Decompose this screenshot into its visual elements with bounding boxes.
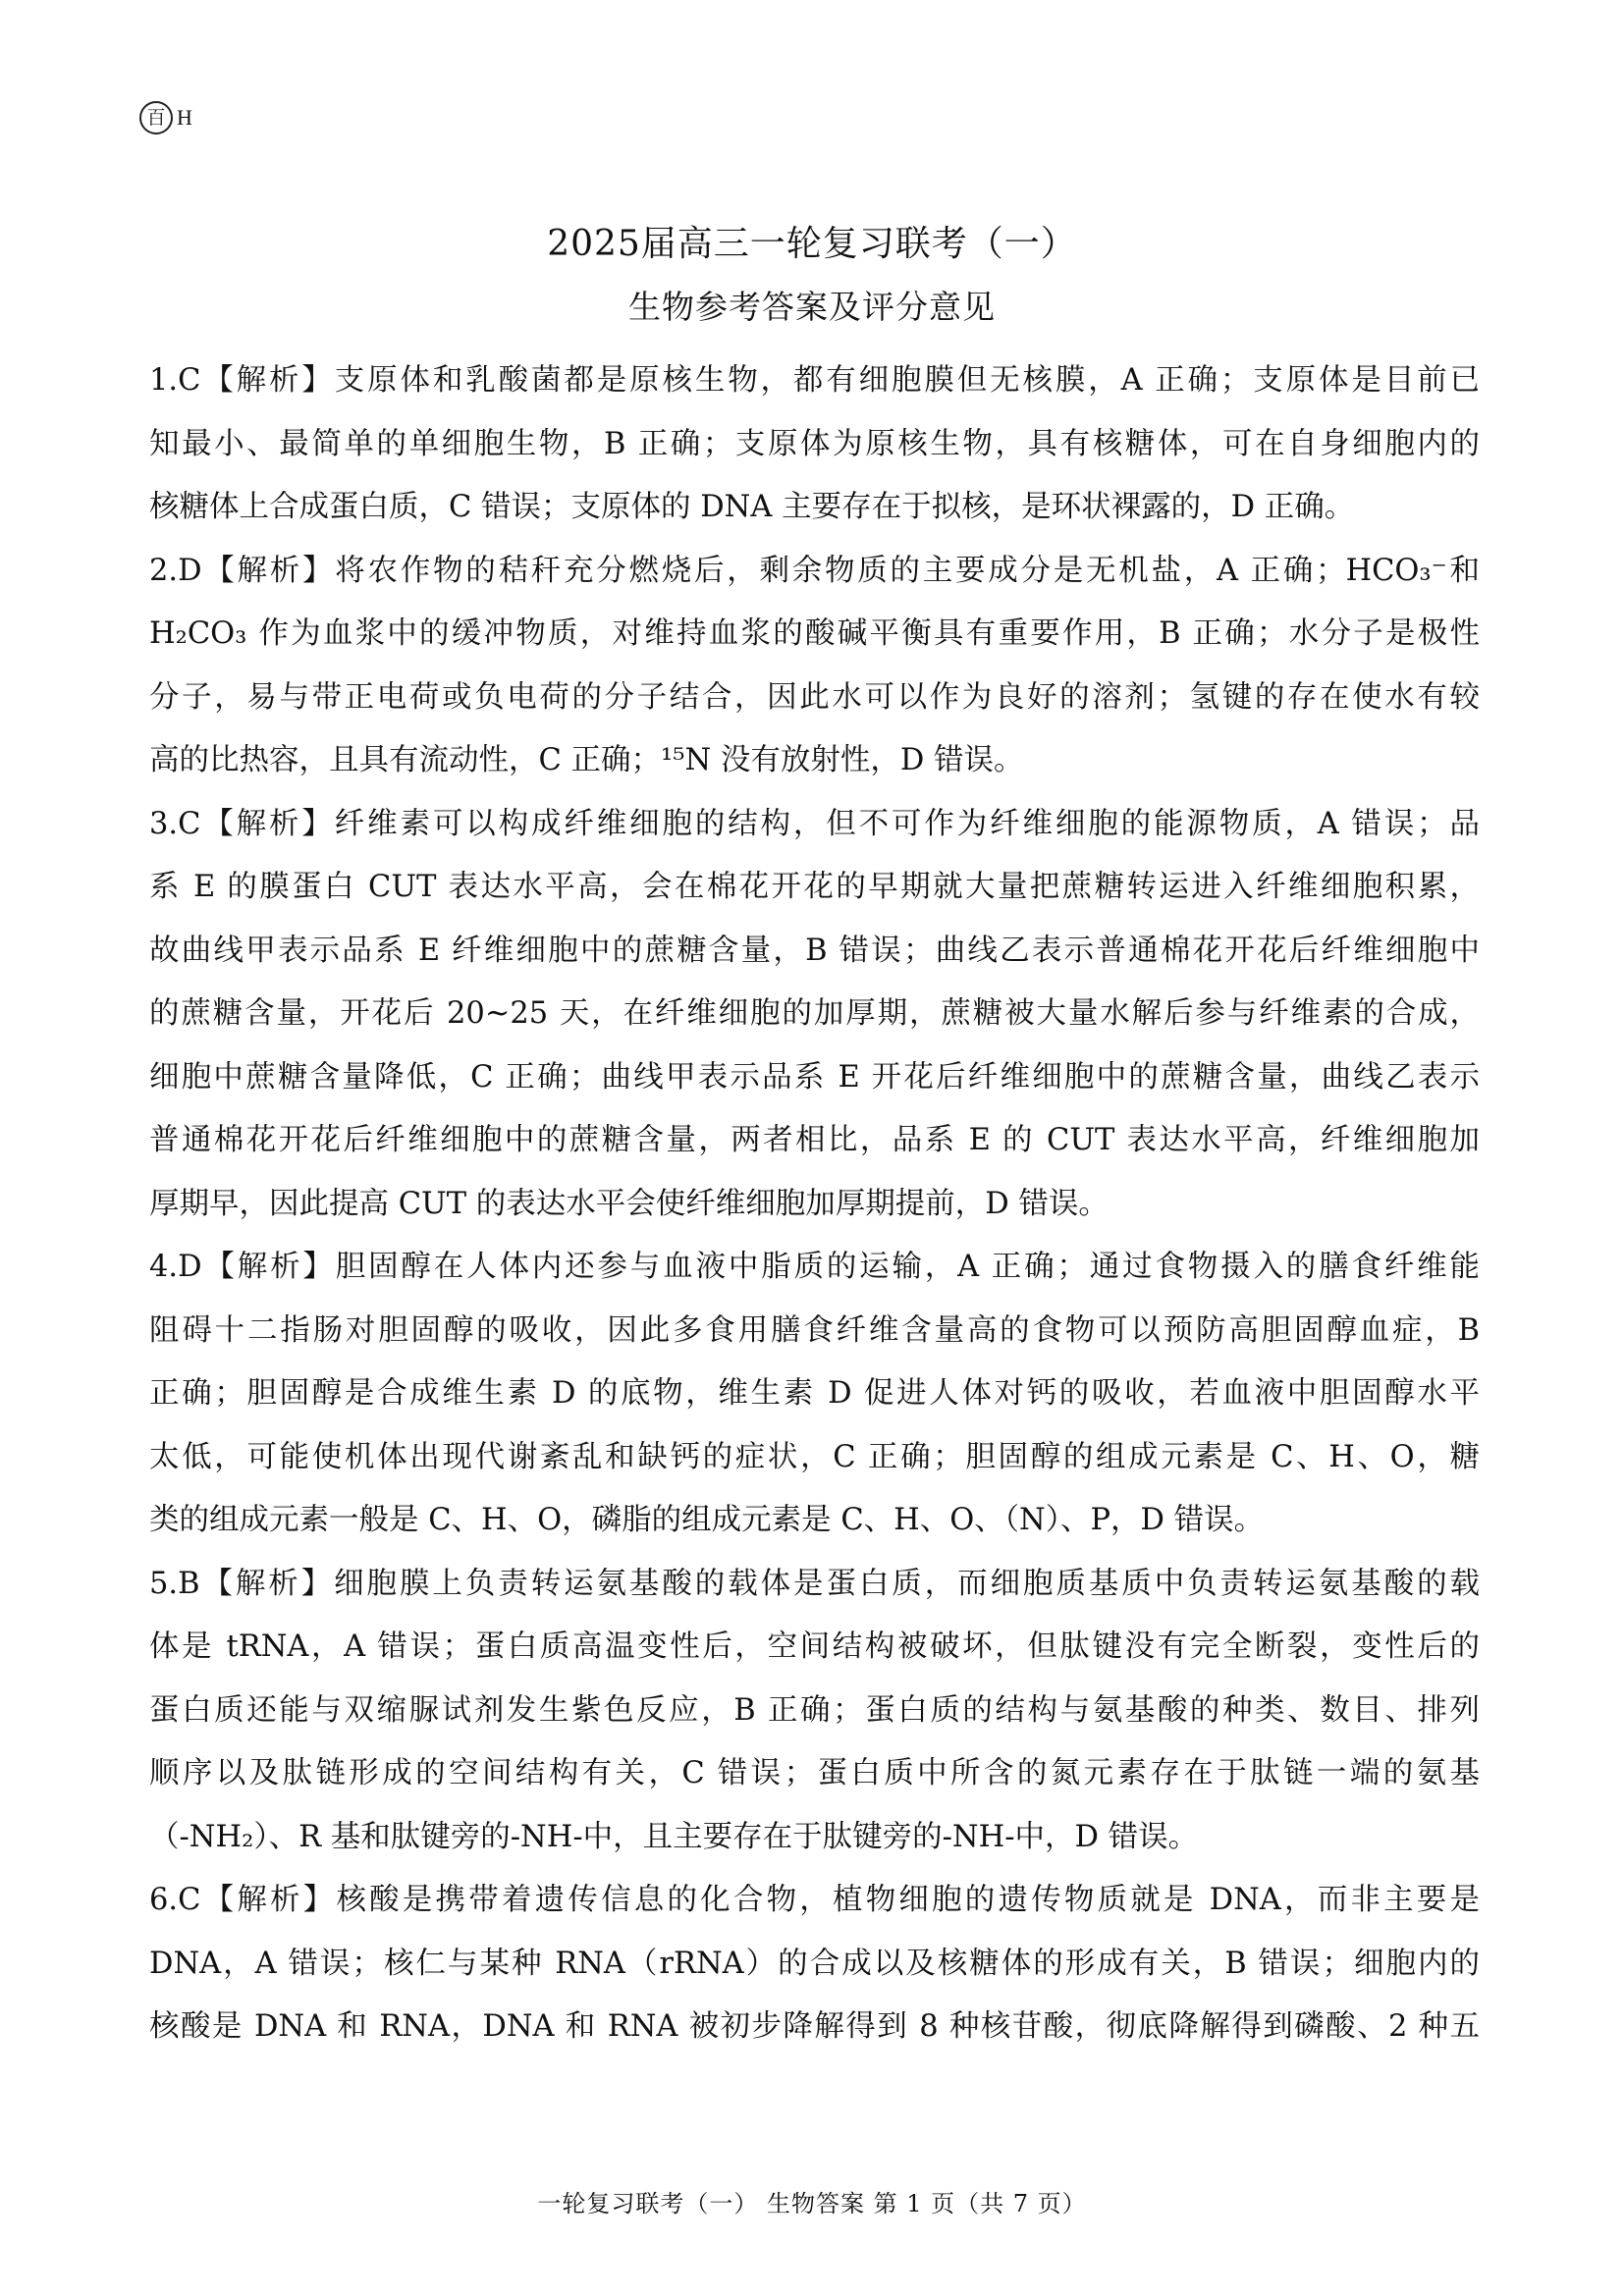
answer-line: 1.C【解析】支原体和乳酸菌都是原核生物，都有细胞膜但无核膜，A 正确；支原体是目前已 [149, 363, 1480, 398]
logo-circle-icon [139, 101, 173, 134]
answer-item-3 [149, 793, 1480, 1237]
answer-line: 细胞中蔗糖含量降低，C 正确；曲线甲表示品系 E 开花后纤维细胞中的蔗糖含量，曲线乙表示 [149, 1059, 1480, 1095]
answer-line: 故曲线甲表示品系 E 纤维细胞中的蔗糖含量，B 错误；曲线乙表示普通棉花开花后纤维细胞中 [149, 933, 1480, 968]
page-subtitle: 生物参考答案及评分意见 [628, 288, 996, 326]
answer-line: 4.D【解析】胆固醇在人体内还参与血液中脂质的运输，A 正确；通过食物摄入的膳食纤维能 [149, 1250, 1480, 1284]
page-footer: 一轮复习联考（一） 生物答案 第 1 页（共 7 页） [537, 2190, 1087, 2217]
answer-line: 类的组成元素一般是 C、H、O，磷脂的组成元素是 C、H、O、（N）、P，D 错误。 [149, 1503, 1265, 1537]
answer-item-6 [149, 1869, 1480, 2059]
answer-line: 核糖体上合成蛋白质，C 错误；支原体的 DNA 主要存在于拟核，是环状裸露的，D 正确。 [149, 490, 1355, 524]
answer-item-5 [149, 1553, 1480, 1870]
answer-line: 系 E 的膜蛋白 CUT 表达水平高，会在棉花开花的早期就大量把蔗糖转运进入纤维细胞积累， [149, 870, 1480, 904]
answer-line: 分子，易与带正电荷或负电荷的分子结合，因此水可以作为良好的溶剂；氢键的存在使水有较 [149, 679, 1480, 715]
answer-line: 2.D【解析】将农作物的秸秆充分燃烧后，剩余物质的主要成分是无机盐，A 正确；HCO₃⁻和 [149, 553, 1480, 588]
answer-line: 知最小、最简单的单细胞生物，B 正确；支原体为原核生物，具有核糖体，可在自身细胞内的 [149, 426, 1480, 461]
answer-line: （-NH₂）、R 基和肽键旁的-NH-中，且主要存在于肽键旁的-NH-中，D 错误。 [149, 1819, 1199, 1854]
answer-line: 体是 tRNA，A 错误；蛋白质高温变性后，空间结构被破坏，但肽键没有完全断裂，变性后的 [149, 1629, 1480, 1664]
answer-line: 的蔗糖含量，开花后 20~25 天，在纤维细胞的加厚期，蔗糖被大量水解后参与纤维素的合成， [149, 996, 1480, 1031]
answer-line: DNA，A 错误；核仁与某种 RNA（rRNA）的合成以及核糖体的形成有关，B 错误；细胞内的 [149, 1946, 1480, 1981]
answer-item-1 [149, 349, 1480, 540]
answer-line: 正确；胆固醇是合成维生素 D 的底物，维生素 D 促进人体对钙的吸收，若血液中胆固醇水平 [149, 1376, 1480, 1411]
logo-letter: H [177, 105, 192, 130]
logo-char: 百 [146, 106, 166, 129]
header-logo [139, 101, 192, 134]
answer-list [149, 349, 1480, 2059]
answer-line: 3.C【解析】纤维素可以构成纤维细胞的结构，但不可作为纤维细胞的能源物质，A 错误；品 [149, 806, 1480, 841]
answer-line: 核酸是 DNA 和 RNA，DNA 和 RNA 被初步降解得到 8 种核苷酸，彻底降解得到磷酸、2 种五 [149, 2009, 1480, 2044]
answer-line: 5.B【解析】细胞膜上负责转运氨基酸的载体是蛋白质，而细胞质基质中负责转运氨基酸的载 [149, 1566, 1480, 1601]
answer-line: 普通棉花开花后纤维细胞中的蔗糖含量，两者相比，品系 E 的 CUT 表达水平高，纤维细胞加 [149, 1123, 1480, 1157]
answer-line: 太低，可能使机体出现代谢紊乱和缺钙的症状，C 正确；胆固醇的组成元素是 C、H、O，糖 [149, 1439, 1480, 1474]
answer-line: 6.C【解析】核酸是携带着遗传信息的化合物，植物细胞的遗传物质就是 DNA，而非主要是 [149, 1883, 1480, 1917]
answer-line: 高的比热容，且具有流动性，C 正确；¹⁵N 没有放射性，D 错误。 [149, 743, 1024, 777]
answer-line: 蛋白质还能与双缩脲试剂发生紫色反应，B 正确；蛋白质的结构与氨基酸的种类、数目、排列 [149, 1692, 1480, 1728]
answer-item-2 [149, 540, 1480, 793]
answer-line: 厚期早，因此提高 CUT 的表达水平会使纤维细胞加厚期提前，D 错误。 [149, 1186, 1109, 1221]
answer-line: 顺序以及肽链形成的空间结构有关，C 错误；蛋白质中所含的氮元素存在于肽链一端的氨基 [149, 1756, 1480, 1790]
answer-line: 阻碍十二指肠对胆固醇的吸收，因此多食用膳食纤维含量高的食物可以预防高胆固醇血症，B [149, 1312, 1480, 1348]
answer-line: H₂CO₃ 作为血浆中的缓冲物质，对维持血浆的酸碱平衡具有重要作用，B 正确；水分子是极性 [149, 616, 1480, 651]
answer-item-4 [149, 1236, 1480, 1553]
page-title: 2025届高三一轮复习联考（一） [547, 224, 1077, 264]
